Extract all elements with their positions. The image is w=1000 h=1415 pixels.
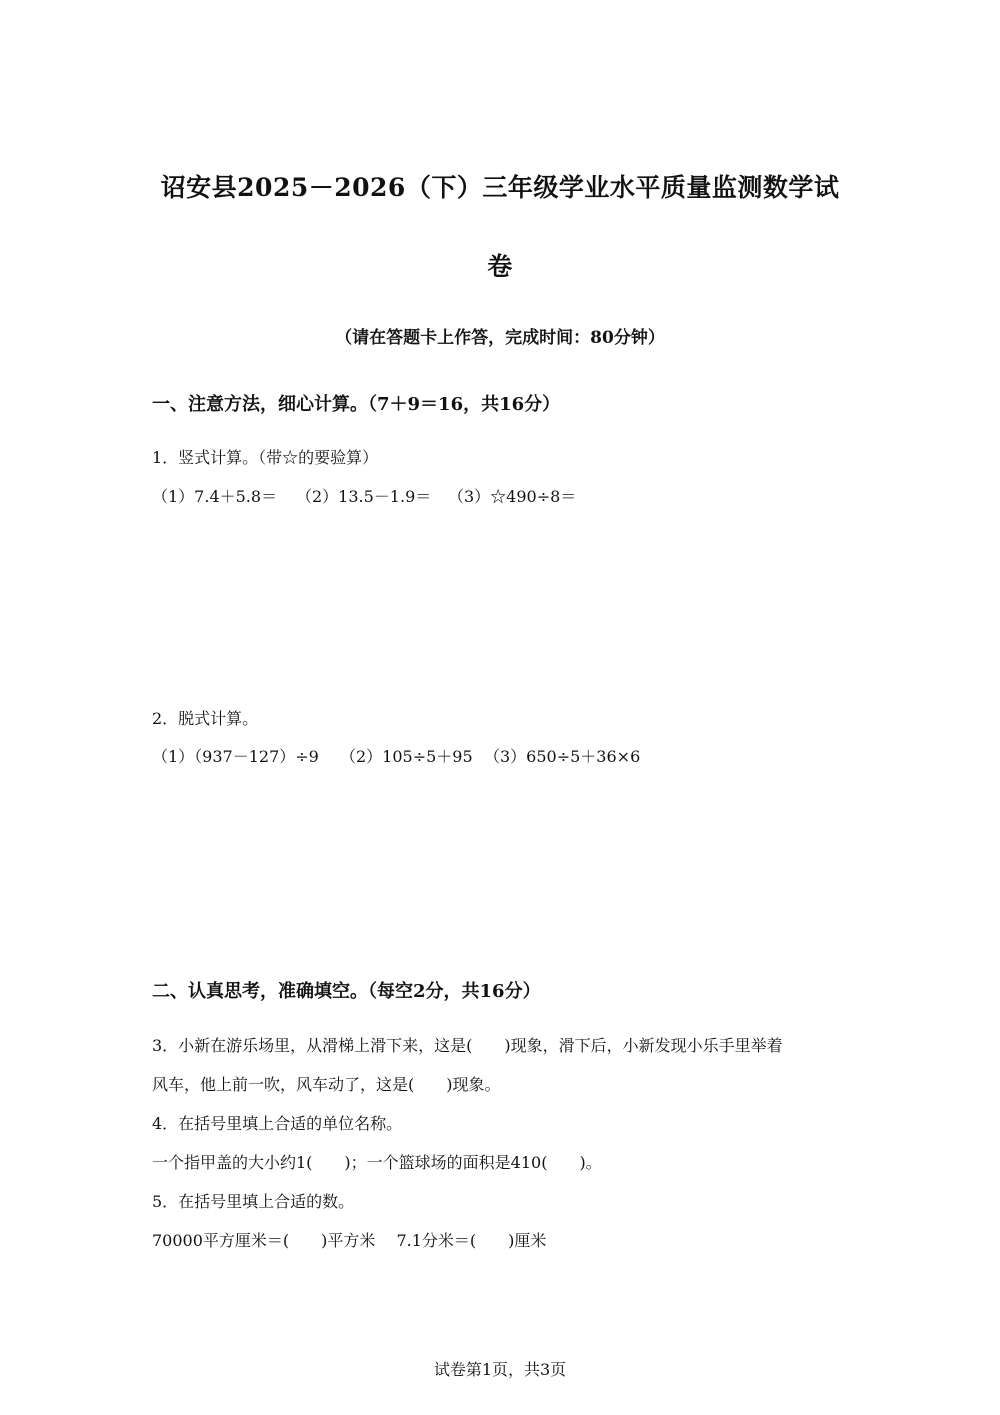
question-1-item-1: （1）7.4＋5.8＝	[152, 487, 278, 506]
page-footer: 试卷第1页，共3页	[433, 1360, 567, 1379]
exam-subtitle: （请在答题卡上作答，完成时间：80分钟）	[335, 328, 665, 348]
question-2-item-3: （3）650÷5＋36×6	[484, 747, 641, 766]
question-3-line2: 风车，他上前一吹，风车动了，这是( )现象。	[152, 1075, 501, 1094]
question-1-item-3: （3）☆490÷8＝	[448, 487, 577, 506]
question-5-content: 70000平方厘米＝( )平方米 7.1分米＝( )厘米	[152, 1231, 547, 1250]
question-4-content: 一个指甲盖的大小约1( )；一个篮球场的面积是410( )。	[152, 1153, 602, 1172]
question-2-item-2: （2）105÷5＋95	[340, 747, 473, 766]
question-2-item-1: （1）（937－127）÷9	[152, 747, 319, 766]
exam-title-line2: 卷	[487, 252, 513, 281]
section-1-heading: 一、注意方法，细心计算。（7＋9＝16，共16分）	[152, 394, 561, 415]
exam-title-line1: 诏安县2025－2026（下）三年级学业水平质量监测数学试	[160, 173, 840, 202]
question-5-stem: 5．在括号里填上合适的数。	[152, 1192, 355, 1211]
question-4-stem: 4．在括号里填上合适的单位名称。	[152, 1114, 403, 1133]
question-1-item-2: （2）13.5－1.9＝	[296, 487, 432, 506]
section-2-heading: 二、认真思考，准确填空。（每空2分，共16分）	[152, 981, 541, 1002]
question-2-stem: 2．脱式计算。	[152, 709, 259, 728]
question-3-line1: 3．小新在游乐场里，从滑梯上滑下来，这是( )现象，滑下后，小新发现小乐手里举着	[152, 1036, 783, 1055]
question-1-stem: 1．竖式计算。（带☆的要验算）	[152, 448, 379, 467]
